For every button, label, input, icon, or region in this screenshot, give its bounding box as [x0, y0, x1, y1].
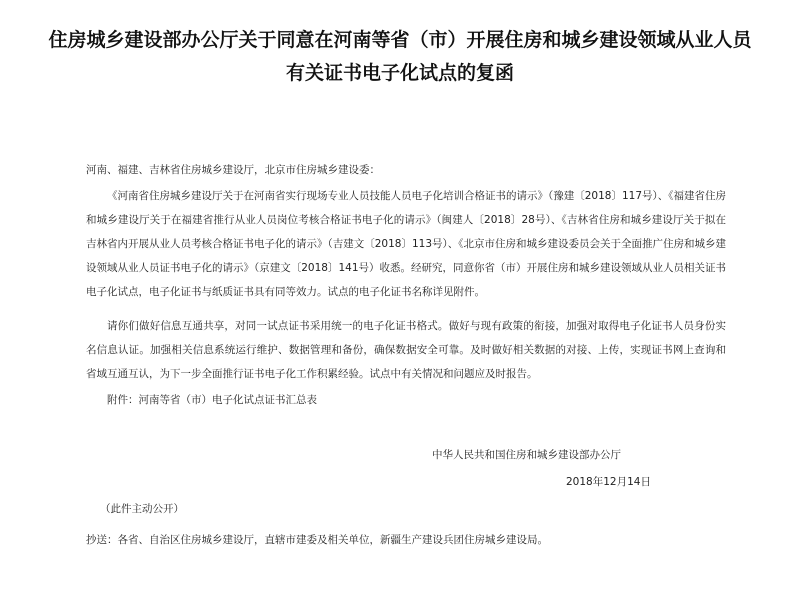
body-paragraph-1: 《河南省住房城乡建设厅关于在河南省实行现场专业人员技能人员电子化培训合格证书的请示》（豫建〔2018〕117号）、《福建省住房和城乡建设厅关于在福建省推行从业人员岗位考核合格证书电子化的请示》（闽建人〔2018〕28号）、《吉林省住房和城乡建设厅关于拟在吉林省内开展从业人员考核合格证书电子化的请示》（吉建文〔2018〕113号）、《北京市住房和城乡建设委员会关于全面推广住房和城乡建设领域从业人员证书电子化的请示》（京建文〔2018〕141号）收悉。经研究，同意你省（市）开展住房和城乡建设领域从业人员相关证书电子化试点，电子化证书与纸质证书具有同等效力。试点的电子化证书名称详见附件。	[86, 190, 727, 298]
cc-list: 抄送：各省、自治区住房城乡建设厅，直辖市建委及相关单位，新疆生产建设兵团住房城乡建设局。	[86, 534, 548, 546]
attachment-line: 附件：河南等省（市）电子化试点证书汇总表	[107, 394, 317, 406]
body-paragraph-2: 请你们做好信息互通共享，对同一试点证书采用统一的电子化证书格式。做好与现有政策的衔接，加强对取得电子化证书人员身份实名信息认证。加强相关信息系统运行维护、数据管理和备份，确保数据安全可靠。及时做好相关数据的对接、上传，实现证书网上查询和省域互通互认，为下一步全面推行证书电子化工作积累经验。试点中有关情况和问题应及时报告。	[86, 320, 726, 380]
document-title-line2: 有关证书电子化试点的复函	[285, 62, 514, 84]
issue-date: 2018年12月14日	[566, 476, 651, 488]
document-title-line1: 住房城乡建设部办公厅关于同意在河南等省（市）开展住房和城乡建设领域从业人员	[48, 29, 752, 51]
salutation: 河南、福建、吉林省住房城乡建设厅，北京市住房城乡建设委：	[86, 164, 380, 176]
issuing-office: 中华人民共和国住房和城乡建设部办公厅	[432, 449, 621, 461]
disclosure-note: （此件主动公开）	[100, 503, 184, 515]
